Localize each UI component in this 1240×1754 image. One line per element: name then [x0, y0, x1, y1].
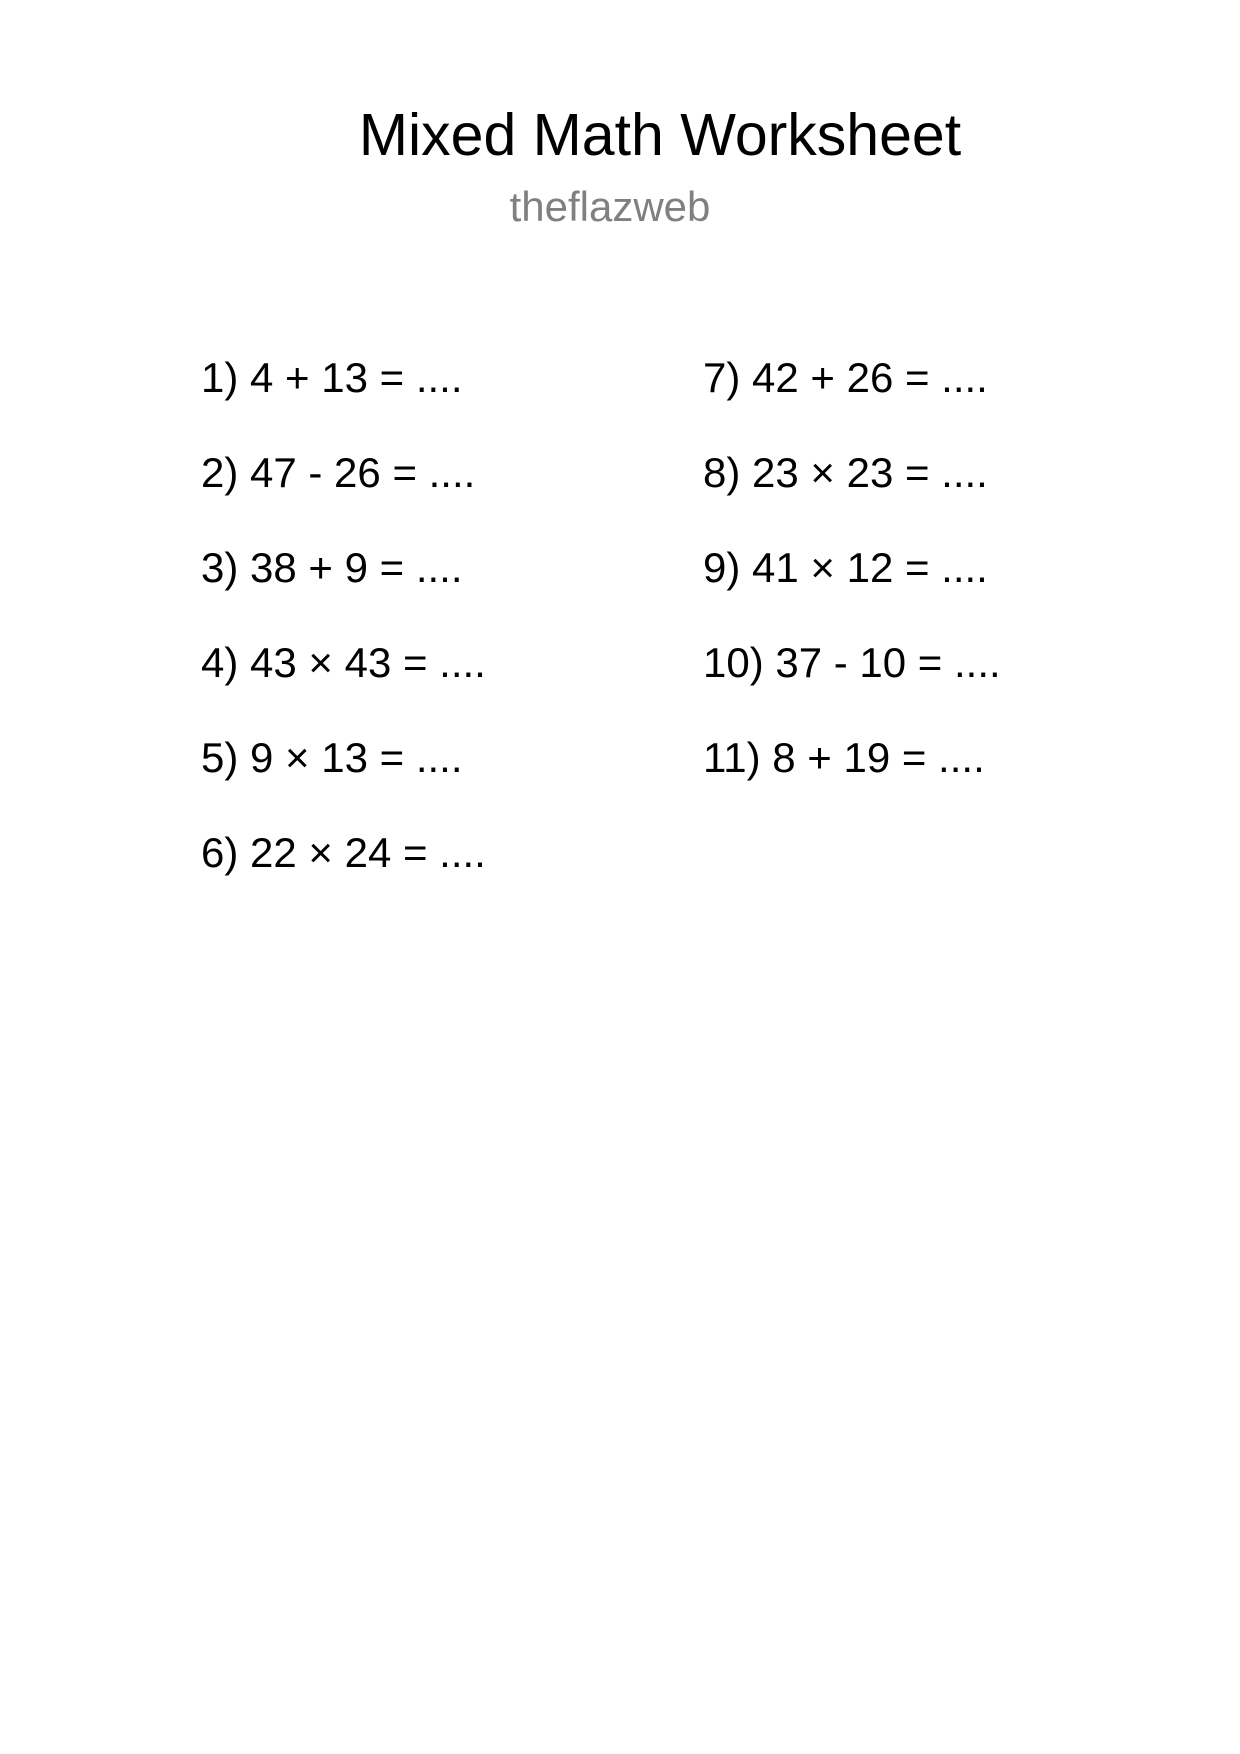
problem-item: 10) 37 - 10 = ....	[703, 639, 1001, 686]
problem-column-right	[703, 350, 1001, 825]
problem-item: 3) 38 + 9 = ....	[201, 544, 463, 591]
problem-item: 11) 8 + 19 = ....	[703, 734, 985, 781]
problem-item: 2) 47 - 26 = ....	[201, 449, 476, 496]
problem-item: 1) 4 + 13 = ....	[201, 354, 463, 401]
problem-item: 6) 22 × 24 = ....	[201, 829, 486, 876]
problem-item: 4) 43 × 43 = ....	[201, 639, 486, 686]
problem-item: 5) 9 × 13 = ....	[201, 734, 463, 781]
page-title: Mixed Math Worksheet	[358, 102, 962, 168]
problem-column-left	[201, 350, 486, 920]
problem-item: 7) 42 + 26 = ....	[703, 354, 988, 401]
page-subtitle: theflazweb	[509, 183, 711, 230]
problem-item: 9) 41 × 12 = ....	[703, 544, 988, 591]
problem-item: 8) 23 × 23 = ....	[703, 449, 988, 496]
